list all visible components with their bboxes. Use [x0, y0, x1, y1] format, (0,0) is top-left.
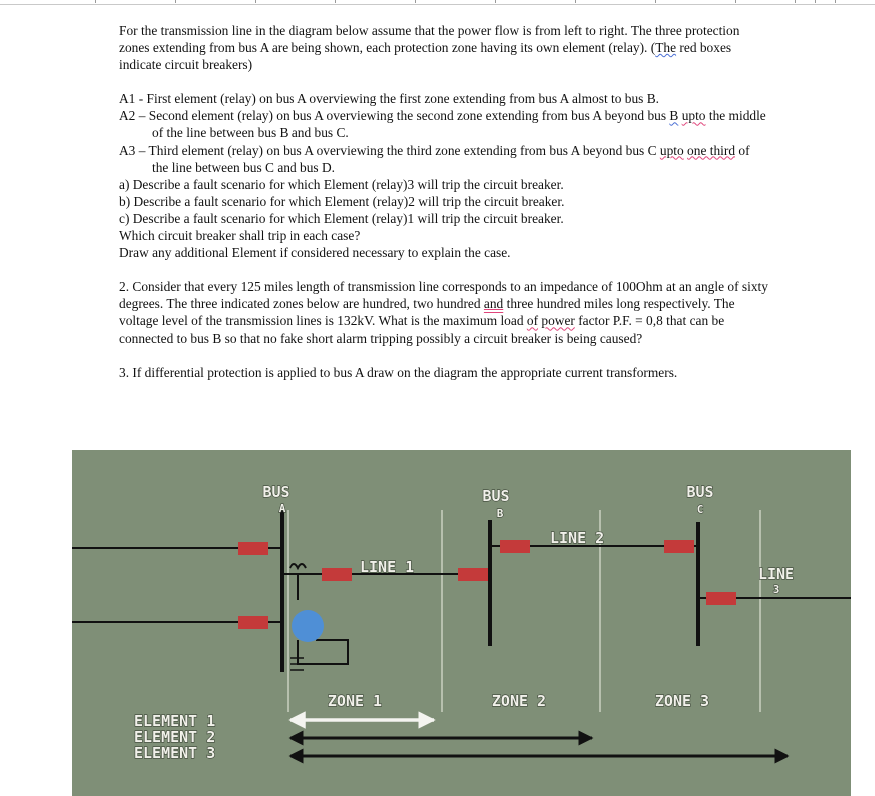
zone-2-label: ZONE 2 [491, 692, 547, 710]
protection-zone-diagram [72, 450, 851, 796]
element-3-label: ELEMENT 3 [134, 744, 216, 762]
breaker-line-2-bus-b [500, 540, 530, 553]
line-1-label: LINE 1 [360, 558, 415, 576]
breaker-line-3-bus-c [706, 592, 736, 605]
q2-power: power [541, 313, 575, 329]
question-a: a) Describe a fault scenario for which Element (relay)3 will trip the circuit breaker. [119, 176, 564, 192]
question-3: 3. If differential protection is applied to bus A draw on the diagram the appropriate current transformers. [119, 364, 678, 380]
question-draw: Draw any additional Element if considered necessary to explain the case. [119, 245, 511, 261]
q2-part-5: factor P.F. = 0,8 that can be connected to bus B so that no fake short alarm tripping possibly a circuit breaker is being caused? [119, 313, 725, 346]
intro-note-rest: red boxes indicate circuit breakers) [119, 40, 732, 73]
bus-c-letter: C [696, 503, 704, 516]
relay-icon [292, 610, 324, 642]
question-b: b) Describe a fault scenario for which Element (relay)2 will trip the circuit breaker. [119, 193, 565, 209]
q2-part-1: 2. Consider that every 125 miles length of transmission line corresponds to an impedance of 100Ohm at an angle of sixty degrees. The three indicated zones below are [119, 279, 768, 312]
element-a3 [119, 142, 769, 176]
intro-paragraph [119, 22, 769, 73]
element-1-label: ELEMENT 1 [134, 712, 216, 730]
element-a3-end: of the line between bus C and bus D. [152, 142, 750, 175]
question-which: Which circuit breaker shall trip in each case? [119, 228, 361, 244]
element-a2-end: the middle of the line between bus B and bus C. [152, 108, 766, 141]
question-2 [119, 278, 769, 346]
line-3-number: 3 [772, 583, 780, 596]
document-body [119, 22, 769, 381]
q2-hundred: hundred [362, 296, 407, 312]
q2-and: and [483, 296, 504, 312]
bus-a-label: BUS [262, 483, 290, 501]
bus-c-label: BUS [686, 483, 714, 501]
breaker-line-1-bus-b [458, 568, 488, 581]
intro-text: For the transmission line in the diagram below assume that the power flow is from left to right. The three protection zones extending from bus A are being shown, each protection zone having its own element (relay). [119, 23, 740, 56]
q2-of: of [526, 313, 539, 329]
line-3-label: LINE [757, 565, 795, 583]
element-a3-upto: upto [659, 142, 684, 158]
bus-b-label: BUS [482, 487, 510, 505]
bus-b-letter: B [496, 507, 504, 520]
intro-note-paren: ( [650, 40, 656, 56]
q2-part-2: , two hundred [406, 296, 484, 312]
zone-1-label: ZONE 1 [327, 692, 383, 710]
element-a1: A1 - First element (relay) on bus A overviewing the first zone extending from bus A almost to bus B. [119, 91, 660, 107]
diagram-svg [72, 450, 851, 796]
q2-part-3: three hundred miles long respectively. The voltage level of the transmission lines is 132kV. What is the maximum load [119, 296, 735, 329]
element-a2-upto: upto [681, 108, 706, 124]
document-ruler [0, 0, 875, 5]
element-a2 [119, 107, 769, 141]
zone-3-label: ZONE 3 [654, 692, 710, 710]
breaker-bus-a-incoming-lower [238, 616, 268, 629]
bus-a-letter: A [278, 502, 286, 515]
line-2-label: LINE 2 [550, 529, 605, 547]
question-c: c) Describe a fault scenario for which Element (relay)1 will trip the circuit breaker. [119, 210, 564, 226]
element-a3-start: A3 – Third element (relay) on bus A overviewing the third zone extending from bus A beyond bus C [119, 142, 660, 158]
element-2-label: ELEMENT 2 [134, 728, 216, 746]
breaker-line-2-bus-c [664, 540, 694, 553]
element-a2-bus-b: B [669, 108, 679, 124]
breaker-line-1-bus-a [322, 568, 352, 581]
element-a2-start: A2 – Second element (relay) on bus A overviewing the second zone extending from bus A beyond bus [119, 108, 670, 124]
intro-note-link: The [655, 40, 677, 56]
breaker-bus-a-incoming-upper [238, 542, 268, 555]
element-a3-one-third: one third [687, 142, 736, 158]
